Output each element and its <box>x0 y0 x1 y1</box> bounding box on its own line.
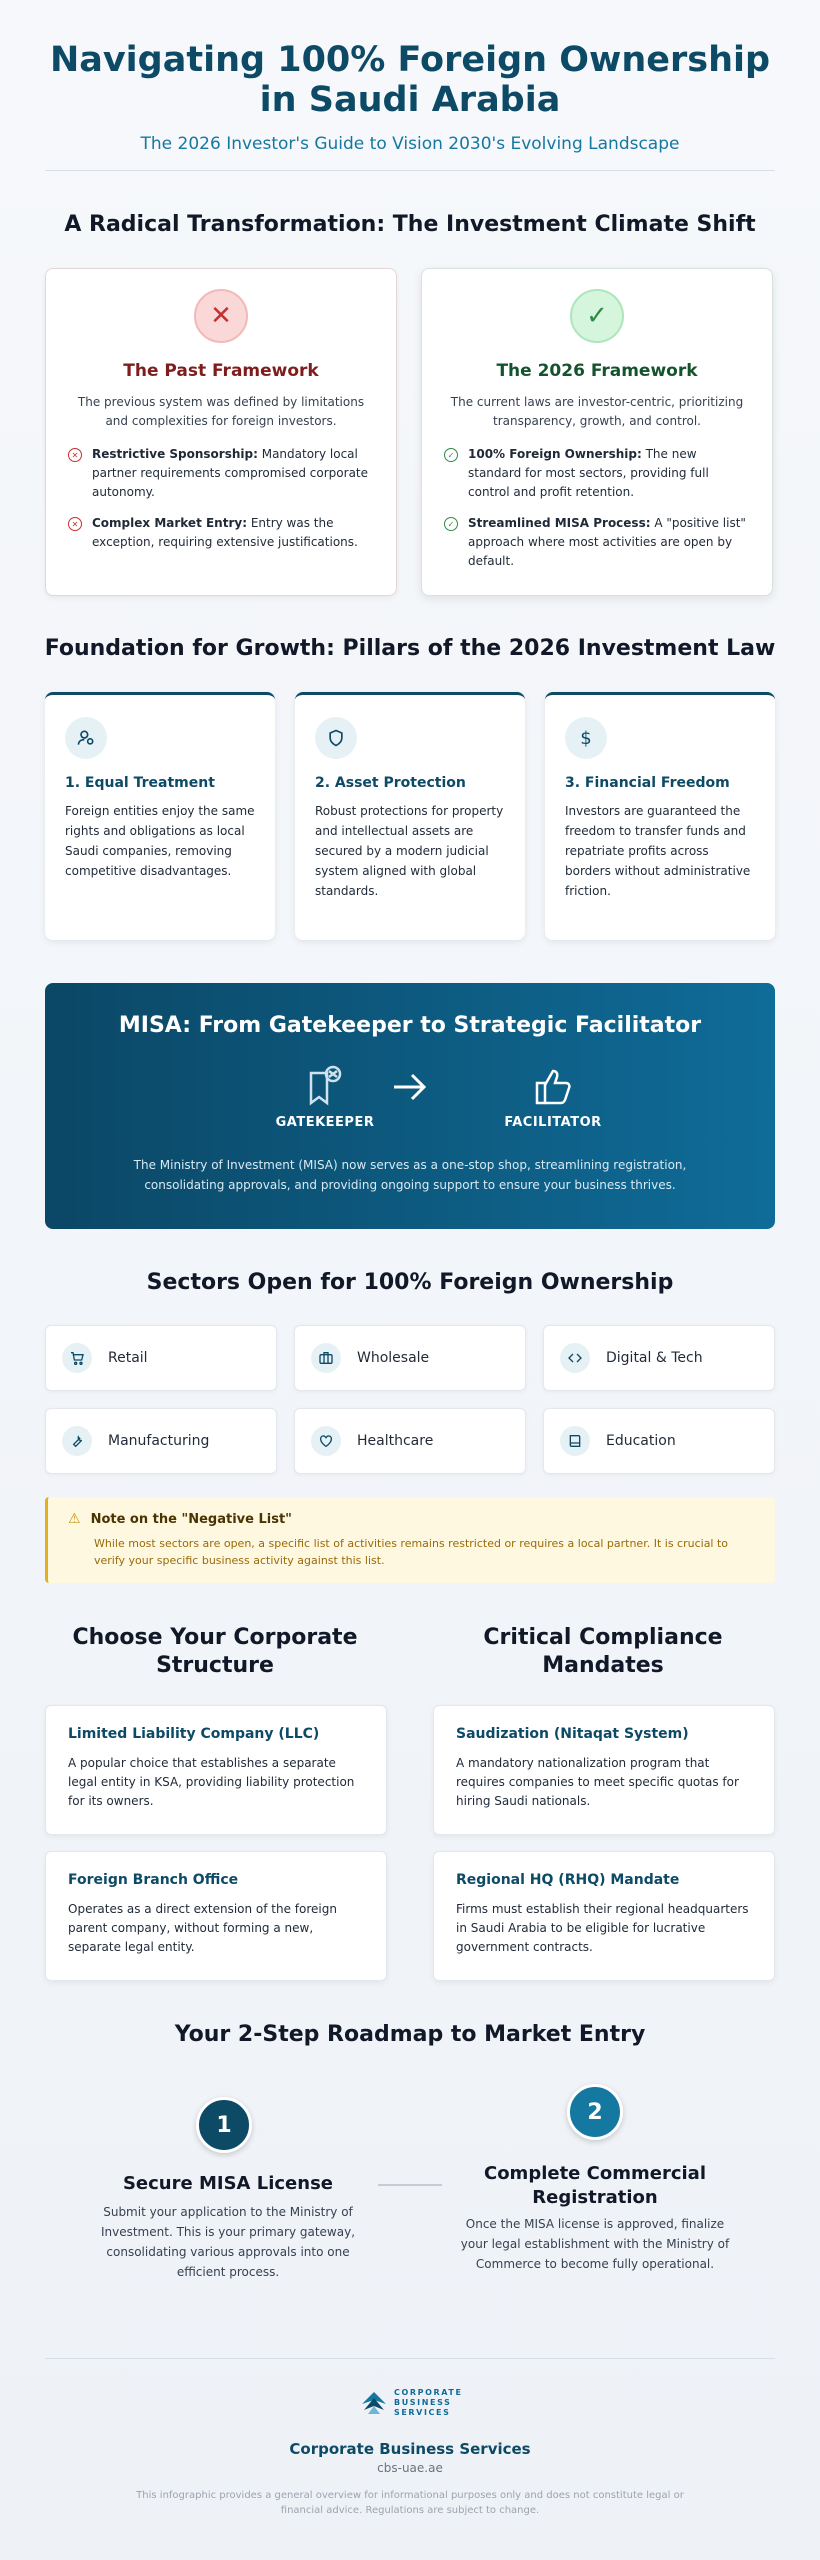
pillar-description: Foreign entities enjoy the same rights and obligations as local Saudi companies, removing competitive disadvantages. <box>65 804 255 878</box>
card-description: Firms must establish their regional headquarters in Saudi Arabia to be eligible for lucrative government contracts. <box>456 1902 749 1954</box>
check-icon: ✓ <box>570 289 624 343</box>
pillar-title: 2. Asset Protection <box>315 775 466 791</box>
step-1-description: Submit your application to the Ministry of Investment. This is your primary gateway, consolidating various approvals into one efficient process. <box>100 2205 356 2279</box>
structure-card-llc <box>45 1705 387 1835</box>
divider <box>45 170 775 171</box>
sector-label: Digital & Tech <box>606 1350 703 1366</box>
item-text: Mandatory local partner requirements compromised corporate autonomy. <box>92 447 369 499</box>
compliance-card-rhq <box>433 1851 775 1981</box>
item-text: The new standard for most sectors, providing full control and profit retention. <box>468 447 709 499</box>
compliance-title: Critical Compliance Mandates <box>483 1625 723 1678</box>
page-subtitle: The 2026 Investor's Guide to Vision 2030's Evolving Landscape <box>140 134 680 154</box>
step-1-title: Secure MISA License <box>122 2173 334 2194</box>
gatekeeper-label: GATEKEEPER <box>275 1115 375 1130</box>
sector-education <box>543 1408 775 1474</box>
step-2-title: Complete Commercial Registration <box>483 2163 706 2208</box>
book-icon <box>560 1426 590 1456</box>
pillar-description: Investors are guaranteed the freedom to transfer funds and repatriate profits across borders without administrative friction. <box>565 804 751 898</box>
cart-icon <box>62 1343 92 1373</box>
item-strong: 100% Foreign Ownership: <box>468 447 642 461</box>
card-title: Saudization (Nitaqat System) <box>456 1726 689 1742</box>
sector-wholesale <box>294 1325 526 1391</box>
sector-retail <box>45 1325 277 1391</box>
card-title: Regional HQ (RHQ) Mandate <box>456 1872 680 1888</box>
sector-digital-tech <box>543 1325 775 1391</box>
company-logo <box>358 2386 468 2426</box>
step-1-number: 1 <box>196 2097 252 2153</box>
sector-label: Manufacturing <box>108 1433 210 1449</box>
compliance-card-saudization <box>433 1705 775 1835</box>
card-description: A mandatory nationalization program that requires companies to meet specific quotas for hiring Saudi nationals. <box>456 1756 739 1808</box>
sector-label: Education <box>606 1433 676 1449</box>
wrench-icon <box>62 1426 92 1456</box>
note-body: While most sectors are open, a specific list of activities remains restricted or requires a local partner. It is crucial to verify your specific business activity against this list. <box>94 1537 729 1567</box>
current-framework-description: The current laws are investor-centric, prioritizing transparency, growth, and control. <box>450 395 744 428</box>
pillar-description: Robust protections for property and intellectual assets are secured by a modern judicial system aligned with global standards. <box>315 804 504 898</box>
code-icon <box>560 1343 590 1373</box>
structure-title: Choose Your Corporate Structure <box>72 1625 358 1678</box>
past-framework-card <box>45 268 397 596</box>
note-title: Note on the "Negative List" <box>90 1511 292 1527</box>
sector-manufacturing <box>45 1408 277 1474</box>
current-framework-card <box>421 268 773 596</box>
item-strong: Streamlined MISA Process: <box>468 516 651 530</box>
negative-list-note <box>45 1497 775 1583</box>
facilitator-label: FACILITATOR <box>504 1115 602 1130</box>
logo-text: CORPORATE BUSINESS SERVICES <box>394 2388 463 2417</box>
roadmap-title: Your 2-Step Roadmap to Market Entry <box>174 2022 646 2047</box>
past-framework-description: The previous system was defined by limitations and complexities for foreign investors. <box>77 395 365 428</box>
item-strong: Restrictive Sponsorship: <box>92 447 258 461</box>
gatekeeper-icon <box>265 1063 385 1118</box>
thumbs-up-icon <box>493 1063 613 1118</box>
warning-icon: ⚠ <box>68 1511 81 1527</box>
misa-description: The Ministry of Investment (MISA) now serves as a one-stop shop, streamlining registration, consolidating approvals, and providing ongoing support to ensure your business thrives. <box>133 1158 687 1192</box>
list-item <box>444 445 750 502</box>
card-description: Operates as a direct extension of the foreign parent company, without forming a new, separate legal entity. <box>68 1902 337 1954</box>
x-icon: ✕ <box>194 289 248 343</box>
divider <box>45 2358 775 2359</box>
item-text: A "positive list" approach where most activities are open by default. <box>468 516 746 568</box>
list-item <box>68 445 374 502</box>
list-item <box>68 514 374 552</box>
step-connector <box>378 2184 442 2186</box>
x-circle-icon: ✕ <box>68 517 82 531</box>
item-text: Entry was the exception, requiring extensive justifications. <box>92 516 358 549</box>
step-2-number: 2 <box>567 2084 623 2140</box>
pillar-asset-protection <box>295 692 525 940</box>
pillar-equal-treatment <box>45 692 275 940</box>
sector-label: Wholesale <box>357 1350 430 1366</box>
item-strong: Complex Market Entry: <box>92 516 247 530</box>
pillar-title: 1. Equal Treatment <box>65 775 215 791</box>
card-title: Foreign Branch Office <box>68 1872 239 1888</box>
check-circle-icon: ✓ <box>444 448 458 462</box>
card-title: Limited Liability Company (LLC) <box>68 1726 320 1742</box>
shield-icon <box>315 717 357 759</box>
briefcase-icon <box>311 1343 341 1373</box>
dollar-icon: $ <box>565 717 607 759</box>
list-item <box>444 514 750 571</box>
misa-title: MISA: From Gatekeeper to Strategic Facilitator <box>118 1013 702 1038</box>
page-title: Navigating 100% Foreign Ownership in Saudi Arabia <box>49 40 771 120</box>
past-framework-title: The Past Framework <box>123 361 319 381</box>
check-circle-icon: ✓ <box>444 517 458 531</box>
past-framework-list <box>68 445 374 552</box>
pillars-title: Foundation for Growth: Pillars of the 2026 Investment Law <box>44 636 776 661</box>
structure-card-branch <box>45 1851 387 1981</box>
header <box>0 40 820 154</box>
sector-label: Retail <box>108 1350 148 1366</box>
arrow-right-icon <box>390 1069 430 1114</box>
sector-healthcare <box>294 1408 526 1474</box>
x-circle-icon: ✕ <box>68 448 82 462</box>
current-framework-title: The 2026 Framework <box>496 361 698 381</box>
pillar-title: 3. Financial Freedom <box>565 775 730 791</box>
sector-label: Healthcare <box>357 1433 434 1449</box>
heart-icon <box>311 1426 341 1456</box>
company-url[interactable]: cbs-uae.ae <box>377 2461 443 2475</box>
pillar-financial-freedom <box>545 692 775 940</box>
step-2-description: Once the MISA license is approved, finalize your legal establishment with the Ministry of Commerce to become fully operational. <box>460 2217 730 2271</box>
disclaimer: This infographic provides a general overview for informational purposes only and does not constitute legal or financial advice. Regulations are subject to change. <box>136 2490 684 2516</box>
card-description: A popular choice that establishes a separate legal entity in KSA, providing liability protection for its owners. <box>68 1756 355 1808</box>
transformation-title: A Radical Transformation: The Investment Climate Shift <box>64 212 756 237</box>
current-framework-list <box>444 445 750 571</box>
logo-mark-icon <box>358 2386 390 2418</box>
users-icon <box>65 717 107 759</box>
company-name: Corporate Business Services <box>289 2440 531 2458</box>
misa-banner <box>45 983 775 1229</box>
sectors-title: Sectors Open for 100% Foreign Ownership <box>146 1270 674 1295</box>
